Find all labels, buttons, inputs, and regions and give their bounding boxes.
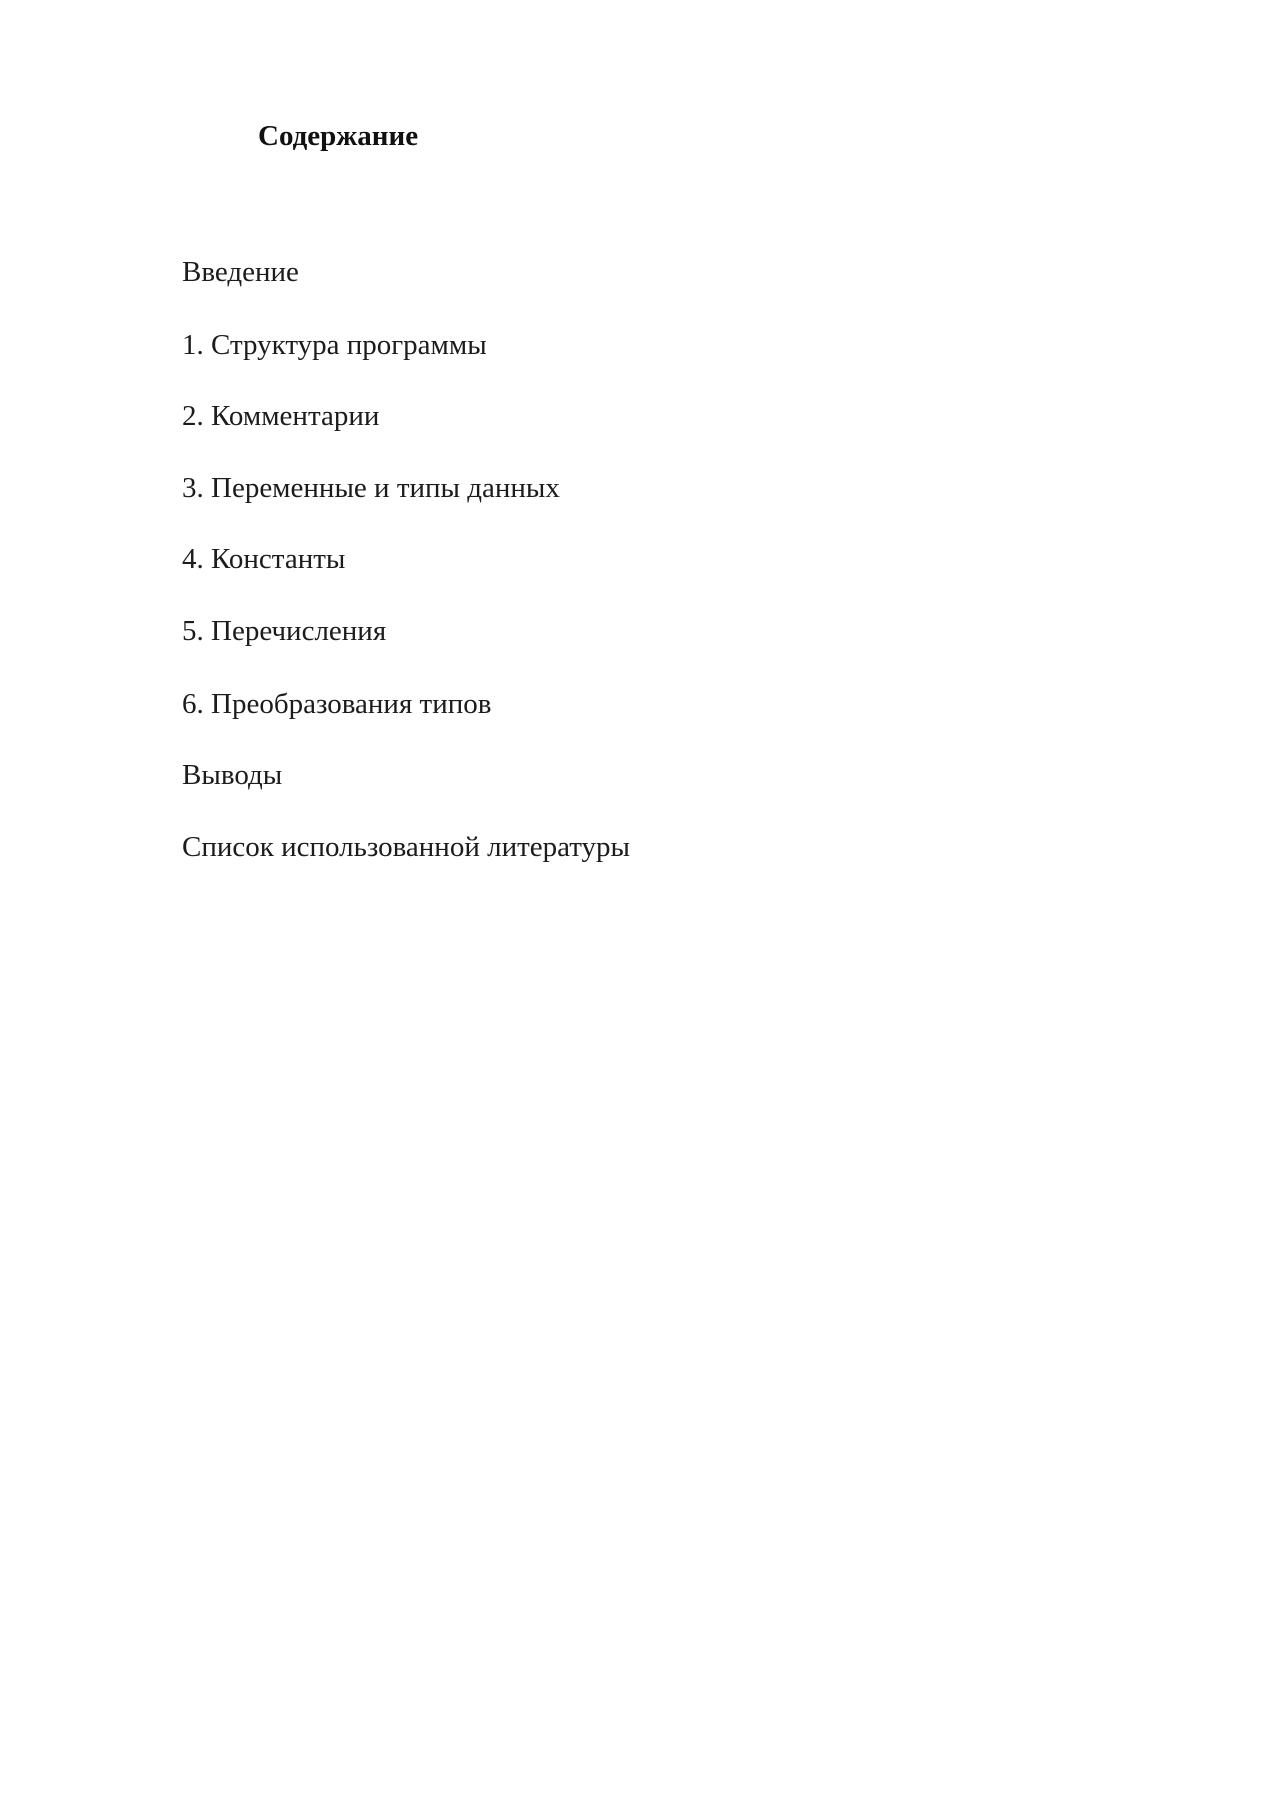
toc-item-constants: 4. Константы [182, 543, 346, 575]
toc-item-references: Список использованной литературы [182, 831, 631, 863]
toc-item-program-structure: 1. Структура программы [182, 329, 487, 361]
toc-item-variables-and-data-types: 3. Переменные и типы данных [182, 472, 560, 504]
toc-item-introduction: Введение [182, 256, 299, 288]
toc-item-comments: 2. Комментарии [182, 400, 380, 432]
toc-item-conclusions: Выводы [182, 759, 283, 791]
toc-item-enumerations: 5. Перечисления [182, 615, 387, 647]
page-title: Содержание [258, 120, 419, 152]
toc-item-type-conversions: 6. Преобразования типов [182, 688, 492, 720]
